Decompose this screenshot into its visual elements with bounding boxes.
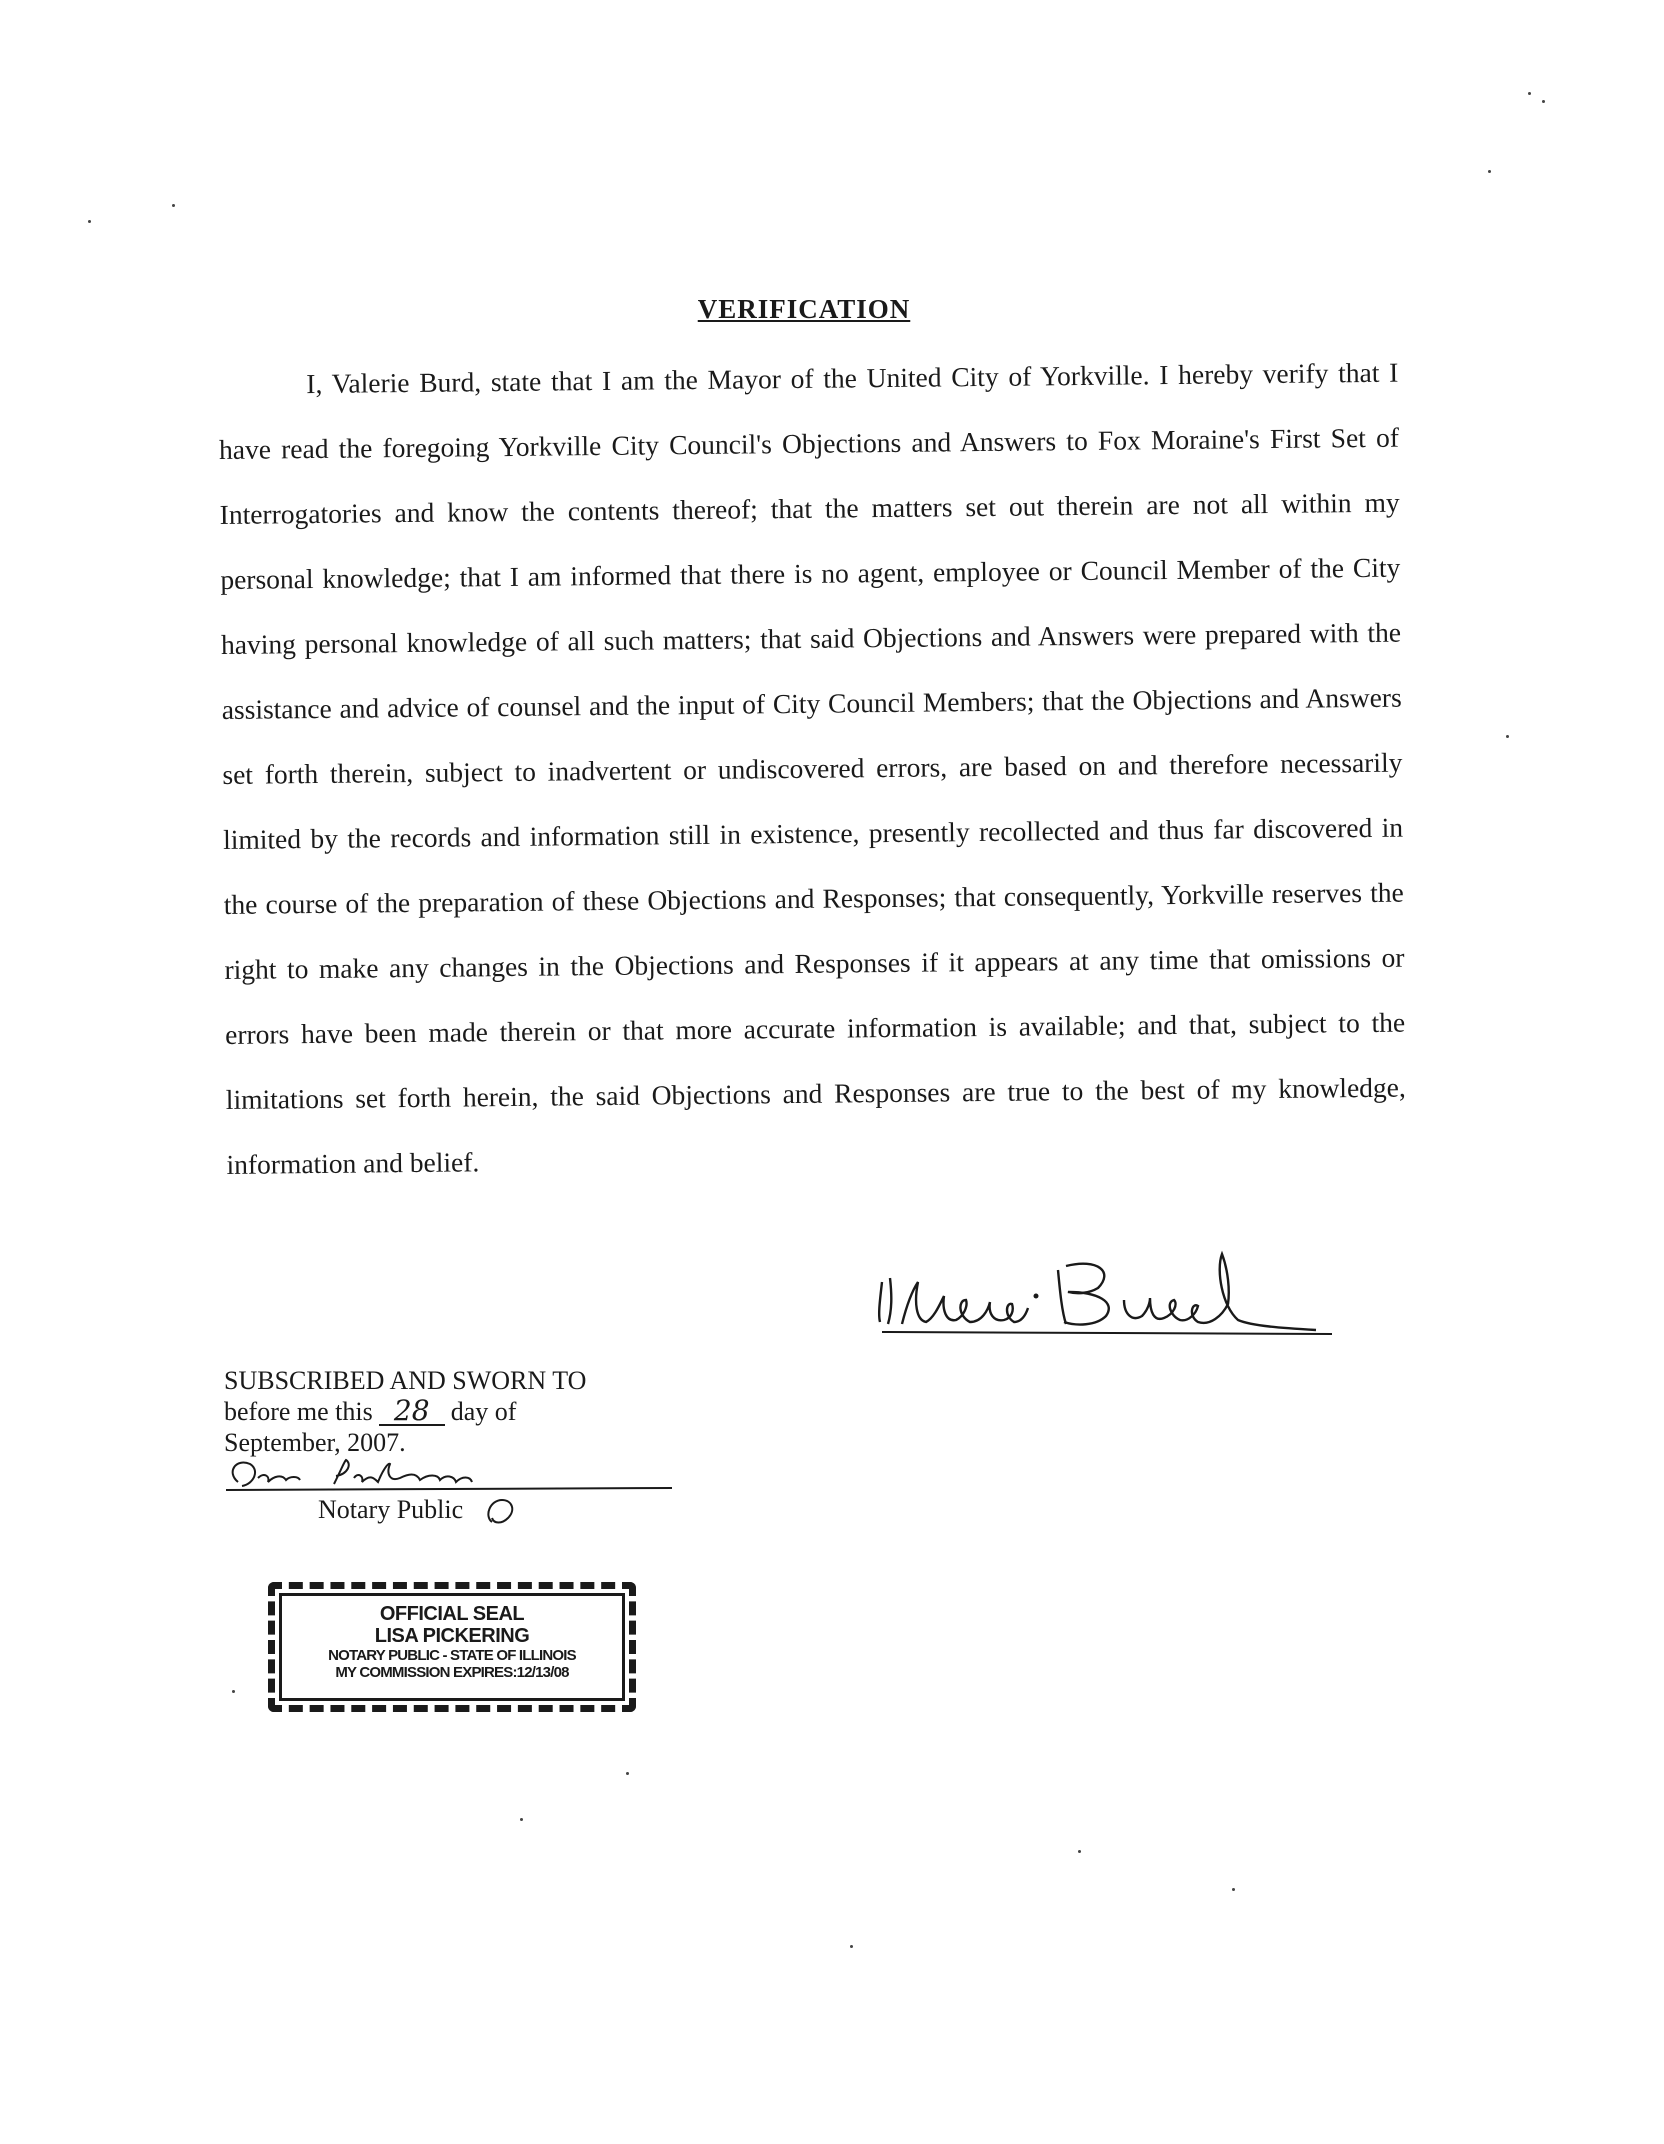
scan-speck — [1506, 735, 1509, 738]
jurat-day: 28 — [379, 1398, 445, 1426]
jurat-prefix: before me this — [224, 1397, 373, 1426]
jurat-line-1: SUBSCRIBED AND SWORN TO — [224, 1366, 587, 1395]
jurat-line-2 — [224, 1396, 684, 1427]
notary-title-text: Notary Public — [318, 1495, 464, 1524]
jurat-suffix: day of — [450, 1397, 517, 1426]
seal-line-4: MY COMMISSION EXPIRES:12/13/08 — [335, 1664, 569, 1681]
notary-title — [318, 1494, 684, 1526]
scan-speck — [850, 1945, 853, 1948]
scan-speck — [232, 1690, 235, 1693]
seal-line-3: NOTARY PUBLIC - STATE OF ILLINOIS — [328, 1647, 576, 1664]
scan-speck — [1488, 170, 1491, 173]
scan-speck — [520, 1818, 523, 1821]
scan-speck — [1078, 1850, 1081, 1853]
page-title: VERIFICATION — [697, 294, 911, 324]
mayor-signature — [862, 1230, 1342, 1340]
signature-scribble — [862, 1230, 1342, 1340]
notary-jurat — [224, 1365, 684, 1526]
scan-speck — [1528, 92, 1531, 95]
scan-speck — [1542, 100, 1545, 103]
scan-speck — [172, 204, 175, 207]
scan-speck — [88, 220, 91, 223]
notary-signature-scribble — [224, 1454, 674, 1494]
jurat-line-3: September, 2007. — [224, 1428, 406, 1457]
seal-line-1: OFFICIAL SEAL — [379, 1603, 525, 1625]
official-notary-seal — [268, 1582, 636, 1712]
ink-loop-icon — [484, 1496, 518, 1526]
seal-line-2: LISA PICKERING — [374, 1625, 530, 1647]
scan-speck — [626, 1772, 629, 1775]
verification-body: I, Valerie Burd, state that I am the Mayor of the United City of Yorkville. I hereby verify that I have read the foregoing Yorkville City Council's Objections and Answers to Fox Moraine's First Set of Interrogatories and know the contents thereof; that the matters set out therein are not all within my personal knowledge; that I am informed that there is no agent, employee or Council Member of the City having personal knowledge of all such matters; that said Objections and Answers were prepared with the assistance and advice of counsel and the input of City Council Members; that the Objections and Answers set forth therein, subject to inadvertent or undiscovered errors, are based on and therefore necessarily limited by the records and information still in existence, presently recollected and thus far discovered in the course of the preparation of these Objections and Responses; that consequently, Yorkville reserves the right to make any changes in the Objections and Responses if it appears at any time that omissions or errors have been made therein or that more accurate information is available; and that, subject to the limitations set forth herein, the said Objections and Responses are true to the best of my knowledge, information and belief. — [218, 356, 1406, 1180]
scan-speck — [1232, 1888, 1235, 1891]
notary-signature — [224, 1458, 674, 1494]
